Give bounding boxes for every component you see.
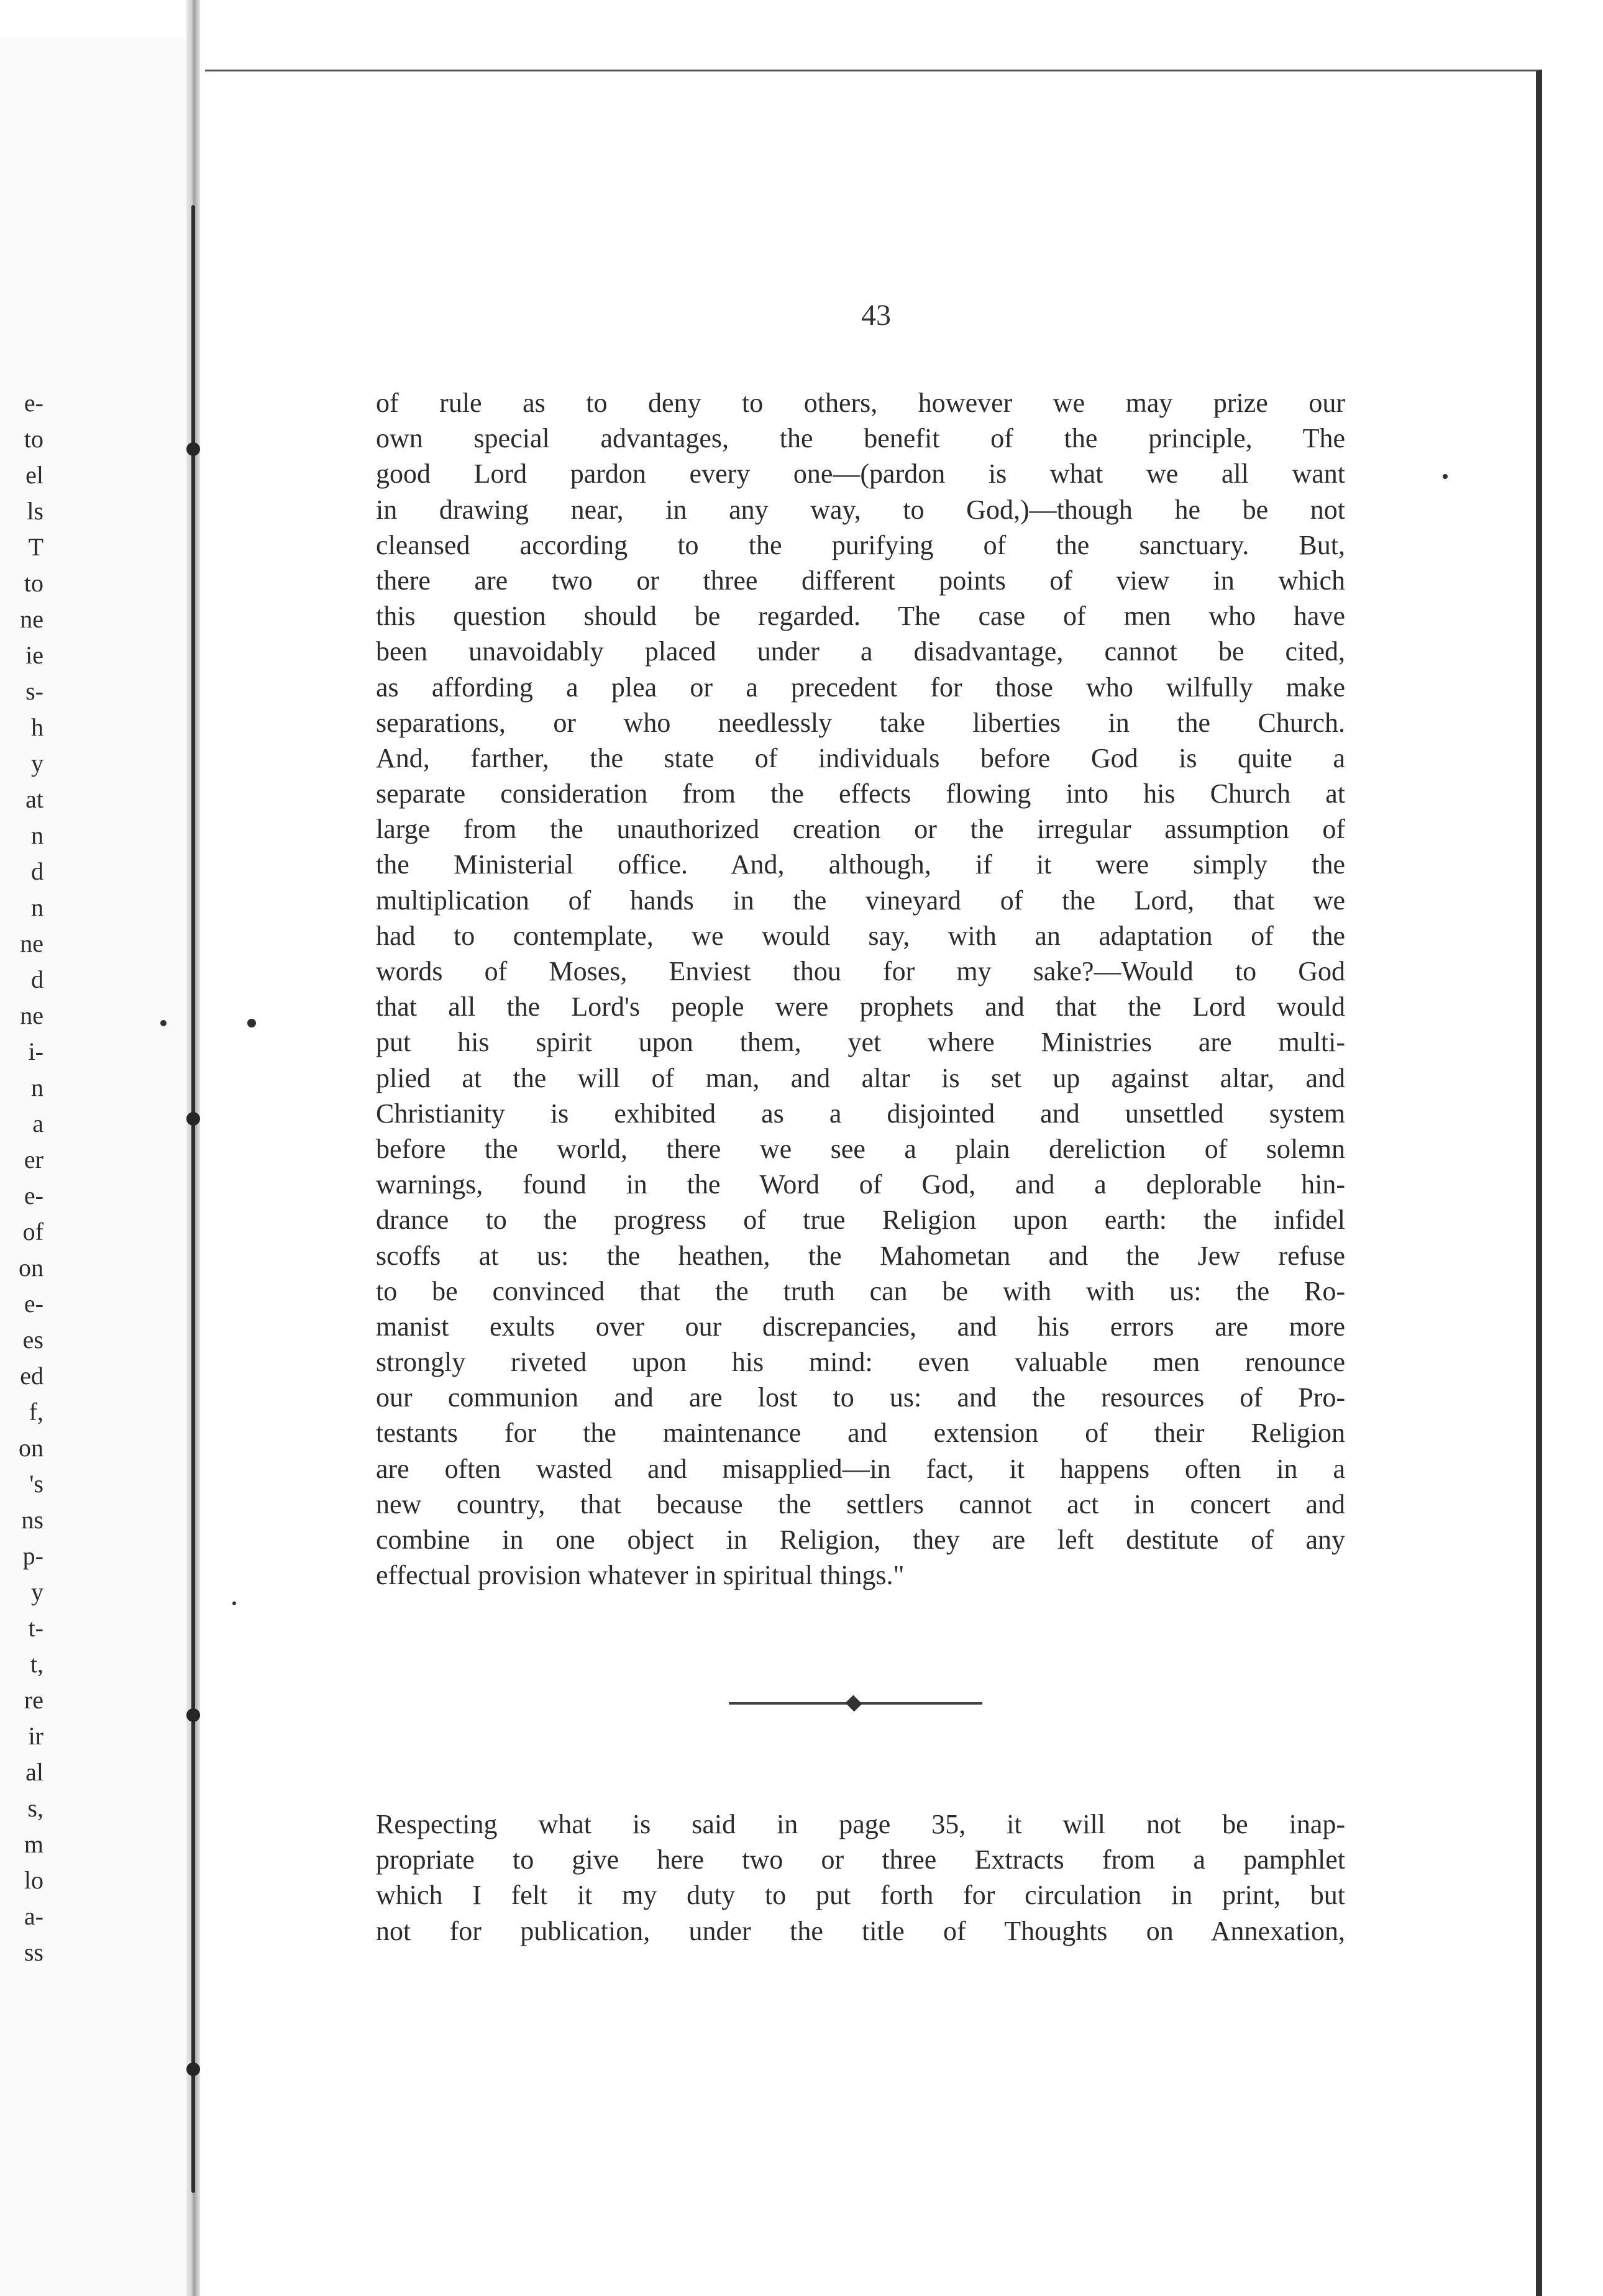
text-line: not for publication, under the title of Thoughts on Annexation, xyxy=(376,1915,1345,1946)
text-line: are often wasted and misapplied—in fact, it happens often in a xyxy=(376,1453,1345,1484)
edge-fragment: a- xyxy=(24,1902,43,1930)
edge-fragment: ne xyxy=(20,929,43,957)
edge-fragment: d xyxy=(31,965,43,993)
text-line: there are two or three different points of view in which xyxy=(376,565,1345,596)
edge-fragment: n xyxy=(31,1073,43,1101)
edge-fragment: n xyxy=(31,821,43,849)
text-line: warnings, found in the Word of God, and a deplorable hin- xyxy=(376,1169,1345,1200)
edge-fragment: e- xyxy=(24,1182,43,1210)
ink-speck xyxy=(1443,474,1448,479)
text-line: strongly riveted upon his mind: even valuable men renounce xyxy=(376,1347,1345,1378)
text-line: propriate to give here two or three Extracts from a pamphlet xyxy=(376,1844,1345,1875)
text-line: this question should be regarded. The case of men who have xyxy=(376,601,1345,632)
edge-fragment: al xyxy=(25,1758,43,1786)
edge-fragment: y xyxy=(31,1578,43,1606)
edge-fragment: a xyxy=(32,1109,43,1137)
edge-fragment: er xyxy=(24,1146,43,1173)
text-line: combine in one object in Religion, they are left destitute of any xyxy=(376,1524,1345,1555)
edge-fragment: on xyxy=(19,1434,43,1462)
edge-fragment: f, xyxy=(29,1398,43,1426)
ink-speck xyxy=(247,1019,256,1027)
edge-fragment: d xyxy=(31,857,43,885)
text-line: in drawing near, in any way, to God,)—though he be not xyxy=(376,494,1345,525)
edge-fragment: n xyxy=(31,893,43,921)
edge-fragment: T xyxy=(28,533,43,561)
edge-fragment: re xyxy=(24,1686,43,1714)
edge-fragment: es xyxy=(22,1326,43,1354)
edge-fragment: s- xyxy=(25,677,43,705)
footer-paragraph xyxy=(376,1806,1345,1949)
edge-fragment: h xyxy=(31,713,43,741)
text-line: before the world, there we see a plain dereliction of solemn xyxy=(376,1133,1345,1164)
edge-fragment: 's xyxy=(29,1470,43,1498)
body-paragraph xyxy=(376,385,1345,1593)
text-line: of rule as to deny to others, however we may prize our xyxy=(376,388,1345,418)
text-line: that all the Lord's people were prophets and that the Lord would xyxy=(376,991,1345,1023)
text-line: been unavoidably placed under a disadvantage, cannot be cited, xyxy=(376,636,1345,667)
edge-fragment: ss xyxy=(24,1938,43,1966)
binding-stitch xyxy=(186,1708,200,1722)
edge-fragment: ed xyxy=(20,1362,43,1390)
edge-fragment: to xyxy=(24,425,43,453)
text-line: testants for the maintenance and extension of their Religion xyxy=(376,1418,1345,1449)
text-line: effectual provision whatever in spiritual things." xyxy=(376,1560,905,1591)
text-line: separate consideration from the effects flowing into his Church at xyxy=(376,778,1345,809)
edge-fragment: s, xyxy=(27,1794,43,1822)
text-line: new country, that because the settlers cannot act in concert and xyxy=(376,1488,1345,1519)
page-number: 43 xyxy=(861,299,891,332)
text-line: plied at the will of man, and altar is set up against altar, and xyxy=(376,1062,1345,1093)
previous-page-text-fragments xyxy=(0,385,43,1970)
ink-speck xyxy=(232,1601,236,1605)
text-line: large from the unauthorized creation or the irregular assumption of xyxy=(376,814,1345,845)
edge-fragment: m xyxy=(24,1830,43,1858)
edge-fragment: ls xyxy=(27,497,43,525)
edge-fragment: ir xyxy=(28,1722,43,1750)
edge-fragment: ns xyxy=(21,1506,43,1534)
text-line: Christianity is exhibited as a disjointed and unsettled system xyxy=(376,1098,1345,1129)
edge-fragment: on xyxy=(19,1254,43,1282)
edge-fragment: t, xyxy=(30,1650,43,1678)
binding-stitch xyxy=(186,442,200,456)
text-line: which I felt it my duty to put forth for circulation in print, but xyxy=(376,1880,1345,1911)
edge-fragment: lo xyxy=(24,1866,43,1894)
edge-fragment: to xyxy=(24,569,43,597)
edge-fragment: at xyxy=(25,785,43,813)
text-line: cleansed according to the purifying of the sanctuary. But, xyxy=(376,529,1345,560)
ink-speck xyxy=(160,1020,167,1026)
text-line: our communion and are lost to us: and the resources of Pro- xyxy=(376,1382,1345,1413)
text-line: own special advantages, the benefit of the principle, The xyxy=(376,423,1345,454)
edge-fragment: of xyxy=(22,1218,43,1246)
text-line: scoffs at us: the heathen, the Mahometan and the Jew refuse xyxy=(376,1240,1345,1271)
edge-fragment: p- xyxy=(22,1542,43,1570)
text-line: multiplication of hands in the vineyard of the Lord, that we xyxy=(376,885,1345,916)
edge-fragment: y xyxy=(31,749,43,777)
edge-fragment: i- xyxy=(28,1037,43,1065)
text-line: And, farther, the state of individuals before God is quite a xyxy=(376,742,1345,773)
text-line: Respecting what is said in page 35, it will not be inap- xyxy=(376,1809,1345,1839)
text-line: as affording a plea or a precedent for those who wilfully make xyxy=(376,672,1345,703)
edge-fragment: e- xyxy=(24,1290,43,1318)
binding-stitch xyxy=(186,2062,200,2076)
text-line: drance to the progress of true Religion upon earth: the infidel xyxy=(376,1205,1345,1236)
edge-fragment: t- xyxy=(28,1614,43,1642)
text-line: the Ministerial office. And, although, if it were simply the xyxy=(376,849,1345,880)
text-line: manist exults over our discrepancies, and his errors are more xyxy=(376,1311,1345,1342)
previous-page-edge xyxy=(0,37,194,2296)
edge-fragment: ne xyxy=(20,1001,43,1029)
edge-fragment: ie xyxy=(25,641,43,669)
text-line: good Lord pardon every one—(pardon is what we all want xyxy=(376,458,1345,490)
binding-thread xyxy=(191,205,195,2193)
text-line: put his spirit upon them, yet where Ministries are multi- xyxy=(376,1027,1345,1058)
edge-fragment: e- xyxy=(24,389,43,417)
text-line: separations, or who needlessly take liberties in the Church. xyxy=(376,707,1345,738)
text-line: had to contemplate, we would say, with an adaptation of the xyxy=(376,920,1345,951)
text-line: to be convinced that the truth can be with with us: the Ro- xyxy=(376,1275,1345,1306)
text-line: words of Moses, Enviest thou for my sake?—Would to God xyxy=(376,956,1345,986)
binding-stitch xyxy=(186,1112,200,1126)
edge-fragment: el xyxy=(25,461,43,489)
edge-fragment: ne xyxy=(20,605,43,633)
